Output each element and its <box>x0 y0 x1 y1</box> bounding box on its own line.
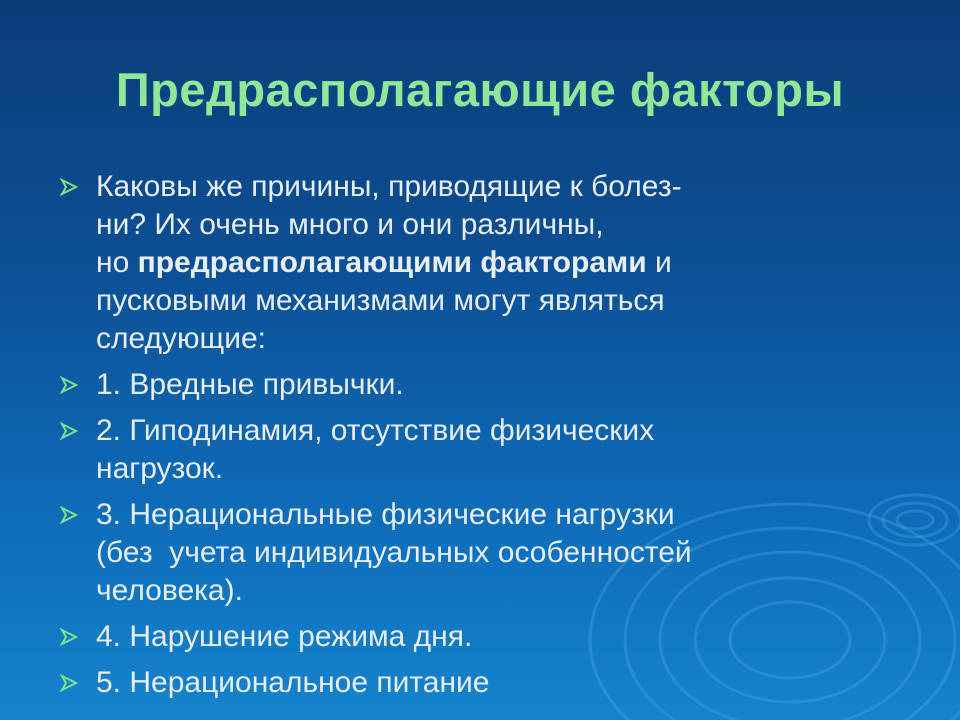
bullet-list <box>58 168 878 710</box>
intro-bold-phrase: предрасполагающими факторами <box>137 246 647 279</box>
intro-line-3-suffix: и <box>646 246 672 279</box>
item-3-line-2: (без учета индивидуальных особенностей <box>96 536 692 569</box>
item-3-line-1: 3. Нерациональные физические нагрузки <box>96 498 675 531</box>
chevron-arrow-icon <box>60 506 78 524</box>
item-4-line-1: 4. Нарушение режима дня. <box>96 620 473 653</box>
intro-line-5: следующие: <box>96 322 266 355</box>
chevron-arrow-icon <box>60 628 78 646</box>
list-item <box>58 412 878 488</box>
item-5-line-1: 5. Нерациональное питание <box>96 666 490 699</box>
intro-line-3 <box>96 244 878 282</box>
intro-line-2: ни? Их очень много и они различны, <box>96 208 604 241</box>
chevron-arrow-icon <box>60 178 78 196</box>
slide-title: Предрасполагающие факторы <box>115 63 845 116</box>
item-2-line-1: 2. Гиподинамия, отсутствие физических <box>96 414 655 447</box>
item-1-line-1: 1. Вредные привычки. <box>96 368 404 401</box>
item-3-line-3: человека). <box>96 574 243 607</box>
chevron-arrow-icon <box>60 422 78 440</box>
chevron-arrow-icon <box>60 376 78 394</box>
list-item <box>58 496 878 610</box>
intro-line-3-prefix: но <box>96 246 138 279</box>
list-item <box>58 664 878 702</box>
item-2-line-2: нагрузок. <box>96 452 224 485</box>
list-item <box>58 366 878 404</box>
intro-line-1: Каковы же причины, приводящие к болез- <box>96 170 682 203</box>
list-item <box>58 618 878 656</box>
intro-line-4: пусковыми механизмами могут являться <box>96 284 665 317</box>
chevron-arrow-icon <box>60 674 78 692</box>
intro-bullet <box>58 168 878 358</box>
